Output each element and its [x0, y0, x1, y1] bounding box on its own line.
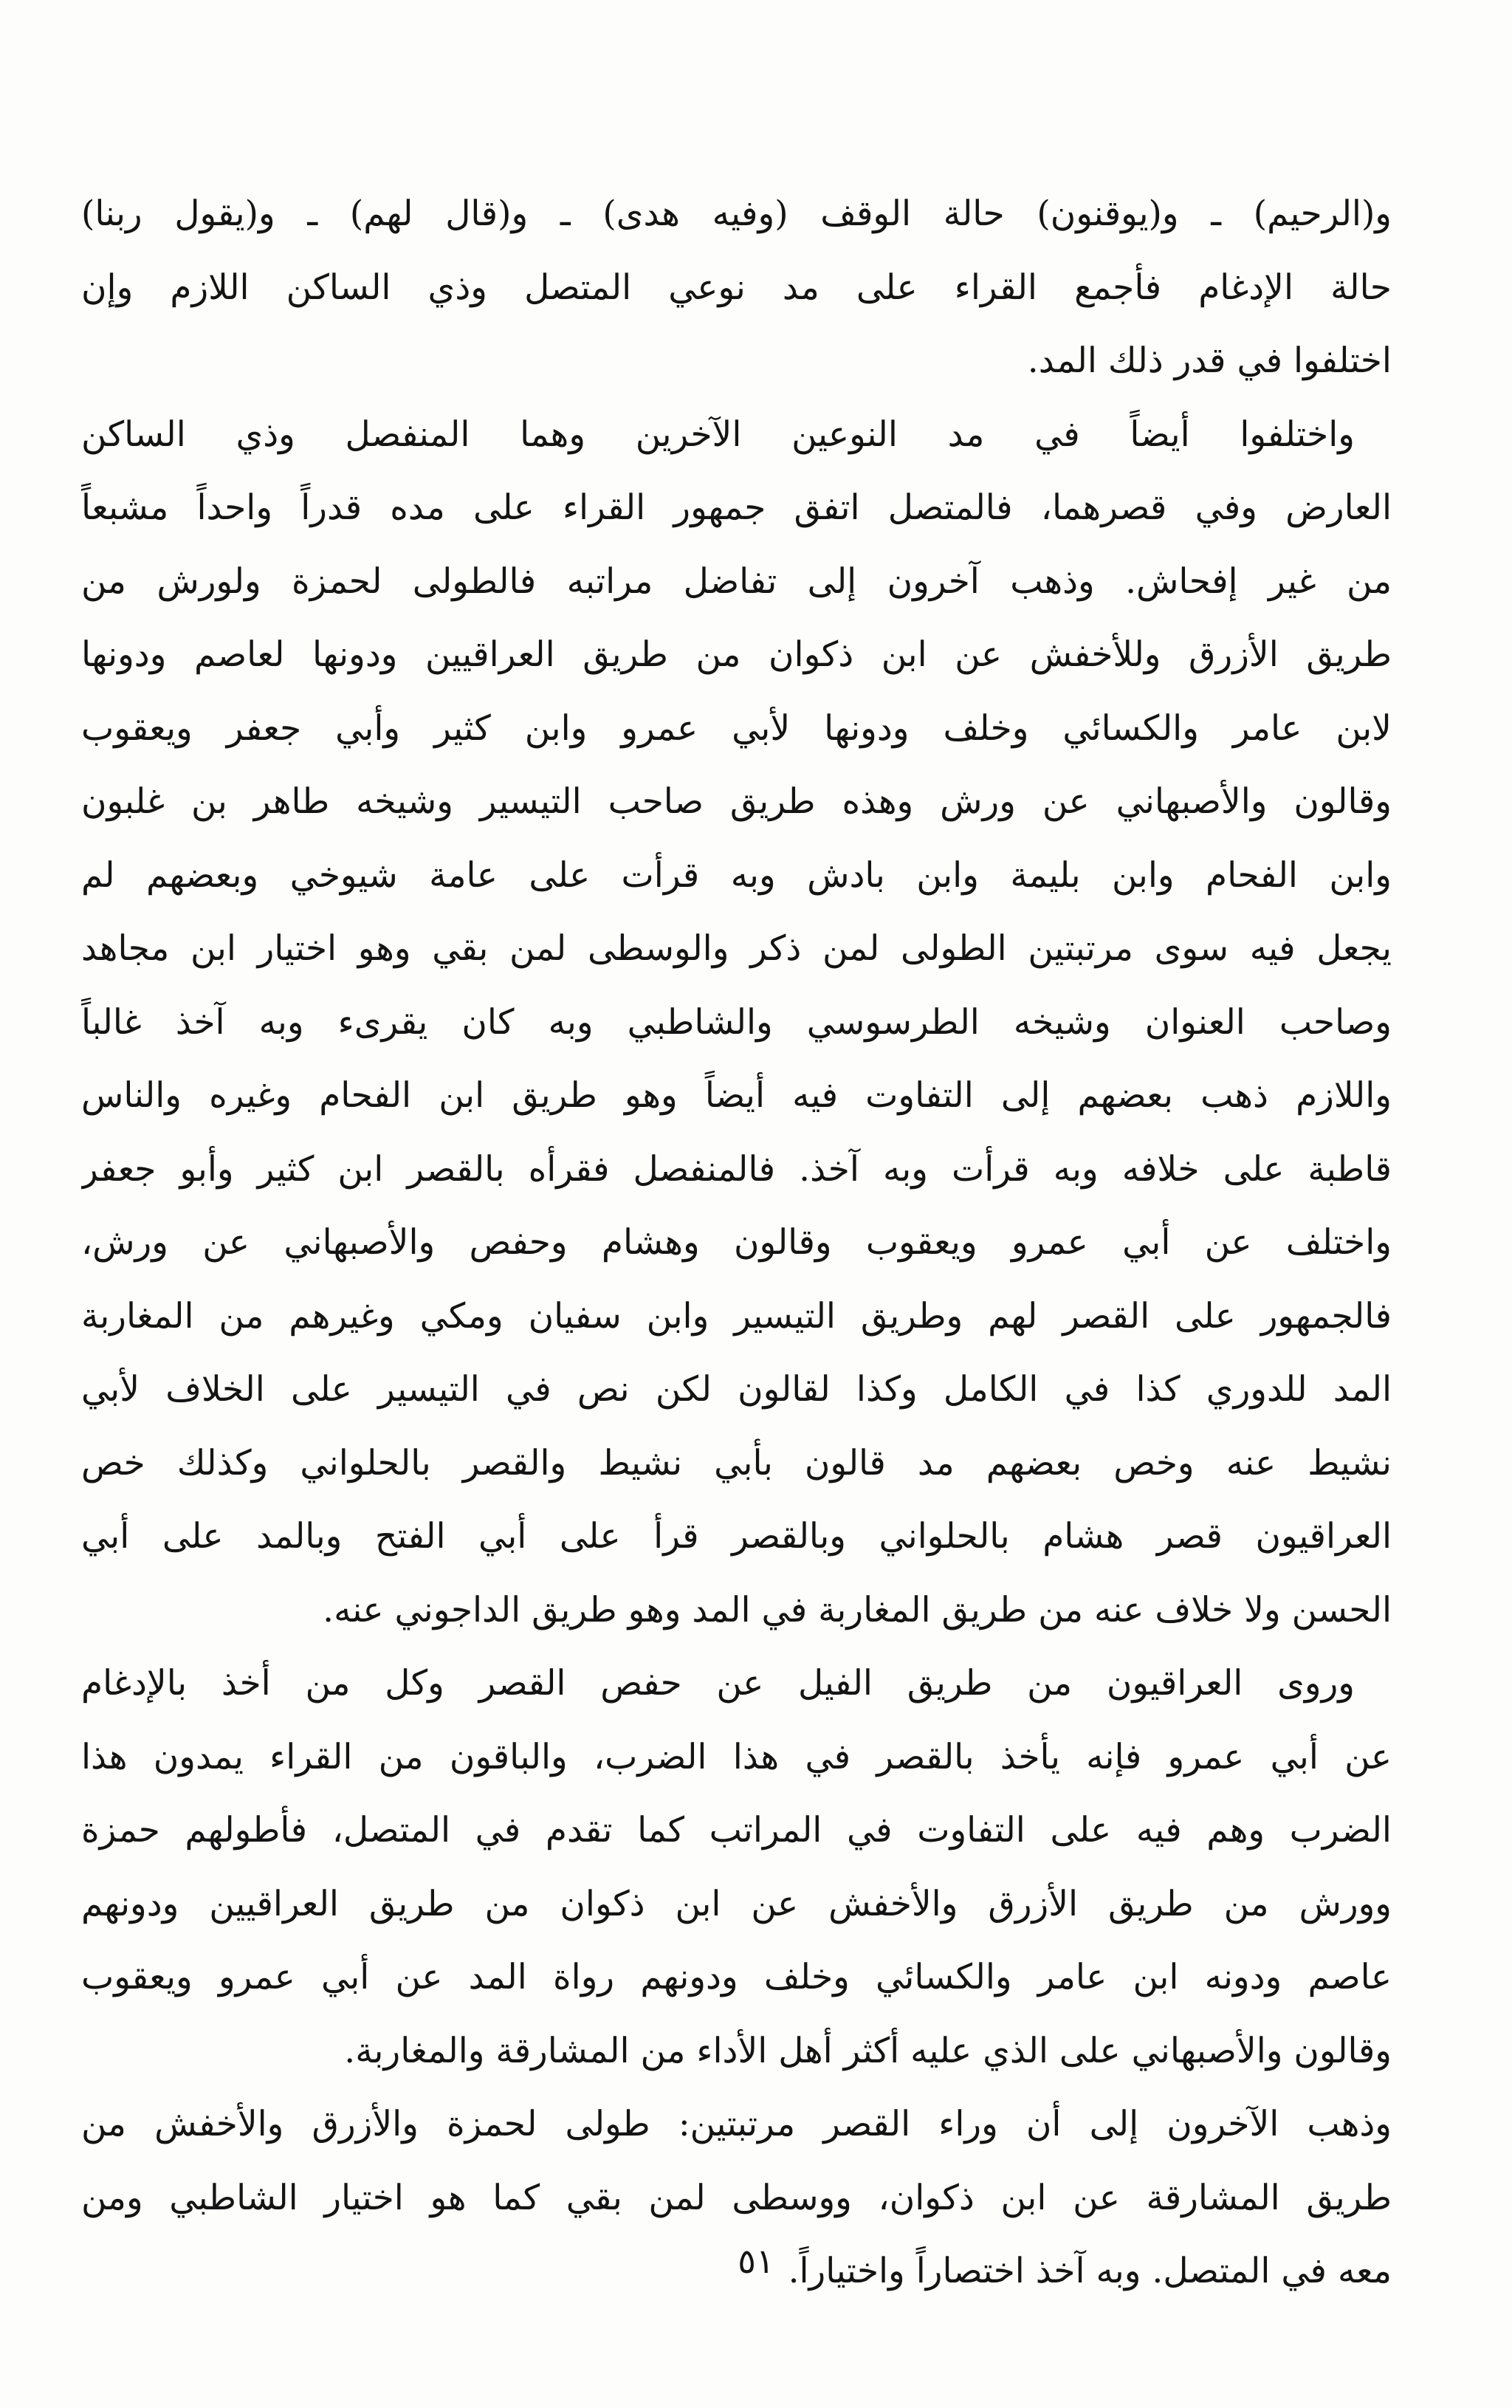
text-line: فالجمهور على القصر لهم وطريق التيسير وابن سفيان ومكي وغيرهم من المغاربة [81, 1295, 1392, 1337]
text-line: واللازم ذهب بعضهم إلى التفاوت فيه أيضاً وهو طريق ابن الفحام وغيره والناس [81, 1075, 1392, 1116]
text-line: العراقيون قصر هشام بالحلواني وبالقصر قرأ على أبي الفتح وبالمد على أبي [81, 1516, 1392, 1557]
text-line: وورش من طريق الأزرق والأخفش عن ابن ذكوان من طريق العراقيين ودونهم [81, 1883, 1392, 1924]
text-line: الضرب وهم فيه على التفاوت في المراتب كما تقدم في المتصل، فأطولهم حمزة [81, 1810, 1392, 1850]
text-line: الحسن ولا خلاف عنه من طريق المغاربة في المد وهو طريق الداجوني عنه. [323, 1589, 1392, 1630]
text-line: وابن الفحام وابن بليمة وابن بادش وبه قرأت على عامة شيوخي وبعضهم لم [81, 854, 1392, 896]
text-line: عن أبي عمرو فإنه يأخذ بالقصر في هذا الضرب، والباقون من القراء يمدون هذا [81, 1736, 1392, 1777]
text-line: من غير إفحاش. وذهب آخرون إلى تفاضل مراتبه فالطولى لحمزة ولورش من [81, 560, 1392, 602]
body-text [81, 177, 1392, 2308]
text-line: المد للدوري كذا في الكامل وكذا لقالون لكن نص في التيسير على الخلاف لأبي [81, 1369, 1392, 1410]
text-line: طريق المشارقة عن ابن ذكوان، ووسطى لمن بقي كما هو اختيار الشاطبي ومن [81, 2177, 1392, 2218]
text-line: وذهب الآخرون إلى أن وراء القصر مرتبتين: طولى لحمزة والأزرق والأخفش من [81, 2104, 1392, 2144]
text-line: حالة الإدغام فأجمع القراء على مد نوعي المتصل وذي الساكن اللازم وإن [81, 267, 1392, 308]
text-line: العارض وفي قصرهما، فالمتصل اتفق جمهور القراء على مده قدراً واحداً مشبعاً [81, 487, 1392, 528]
text-line: عاصم ودونه ابن عامر والكسائي وخلف ودونهم رواة المد عن أبي عمرو ويعقوب [81, 1957, 1392, 1997]
text-line: قاطبة على خلافه وبه قرأت وبه آخذ. فالمنفصل فقرأه بالقصر ابن كثير وأبو جعفر [81, 1148, 1392, 1190]
text-line: و(الرحيم) ـ و(يوقنون) حالة الوقف (وفيه هدى) ـ و(قال لهم) ـ و(يقول ربنا) [81, 193, 1392, 234]
text-line: وصاحب العنوان وشيخه الطرسوسي والشاطبي وبه كان يقرىء وبه آخذ غالباً [81, 1001, 1392, 1043]
text-line: اختلفوا في قدر ذلك المد. [1027, 340, 1392, 381]
page-number: ٥١ [738, 2241, 774, 2281]
text-line: وقالون والأصبهاني عن ورش وهذه طريق صاحب التيسير وشيخه طاهر بن غلبون [81, 781, 1392, 822]
text-line: طريق الأزرق وللأخفش عن ابن ذكوان من طريق العراقيين ودونها لعاصم ودونها [81, 634, 1392, 675]
text-line: نشيط عنه وخص بعضهم مد قالون بأبي نشيط والقصر بالحلواني وكذلك خص [81, 1442, 1392, 1483]
text-line: واختلف عن أبي عمرو ويعقوب وقالون وهشام وحفص والأصبهاني عن ورش، [81, 1222, 1392, 1263]
text-line: وروى العراقيون من طريق الفيل عن حفص القصر وكل من أخذ بالإدغام [81, 1663, 1355, 1704]
text-line: وقالون والأصبهاني على الذي عليه أكثر أهل الأداء من المشارقة والمغاربة. [344, 2030, 1392, 2071]
text-line: معه في المتصل. وبه آخذ اختصاراً واختياراً. [788, 2251, 1392, 2291]
text-line: واختلفوا أيضاً في مد النوعين الآخرين وهما المنفصل وذي الساكن [81, 414, 1355, 455]
text-line: لابن عامر والكسائي وخلف ودونها لأبي عمرو وابن كثير وأبي جعفر ويعقوب [81, 707, 1392, 749]
text-line: يجعل فيه سوى مرتبتين الطولى لمن ذكر والوسطى لمن بقي وهو اختيار ابن مجاهد [81, 928, 1392, 969]
